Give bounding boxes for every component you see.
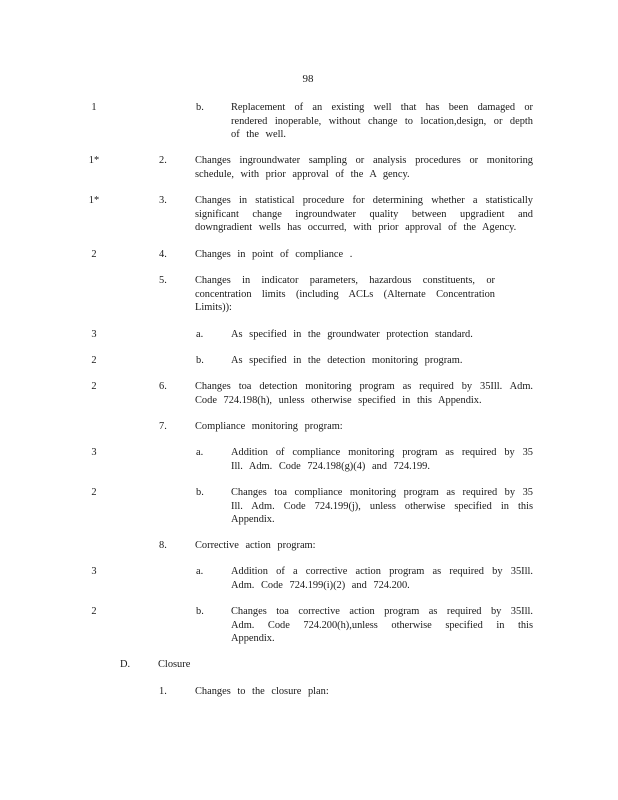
class-label: 3 [91, 447, 97, 458]
item-marker: 1. [159, 686, 167, 697]
item-marker: 3. [159, 195, 167, 206]
section-title: Closure [158, 659, 191, 670]
item-text: Changes ingroundwater sampling or analysis procedures or monitoring schedule, with prior approval of the A gency. [195, 155, 533, 180]
class-label: 3 [91, 566, 97, 577]
item-marker: a. [196, 566, 204, 577]
item-marker: 6. [159, 381, 167, 392]
item-marker: b. [196, 102, 204, 113]
item-marker: a. [196, 329, 204, 340]
item-text: As specified in the detection monitoring program. [231, 355, 463, 366]
section-marker: D. [120, 659, 131, 670]
item-text: Changes toa corrective action program as required by 35Ill. Adm. Code 724.200(h),unless otherwise specified in this Appendix. [231, 606, 533, 645]
class-label: 2 [91, 381, 97, 392]
item-marker: a. [196, 447, 204, 458]
item-text: Compliance monitoring program: [195, 421, 343, 432]
item-text: Changes in indicator parameters, hazardous constituents, or concentration limits (including ACLs (Alternate Concentration Limits)): [195, 275, 495, 314]
item-text: Addition of compliance monitoring program as required by 35 Ill. Adm. Code 724.198(g)(4) and 724.199. [231, 447, 533, 472]
class-label: 2 [91, 249, 97, 260]
item-marker: b. [196, 606, 204, 617]
class-label: 1* [88, 195, 100, 206]
item-text: Addition of a corrective action program as required by 35Ill. Adm. Code 724.199(i)(2) and 724.200. [231, 566, 533, 591]
item-marker: 7. [159, 421, 167, 432]
item-text: Changes toa detection monitoring program as required by 35Ill. Adm. Code 724.198(h), unless otherwise specified in this Appendix. [195, 381, 533, 406]
item-marker: b. [196, 487, 204, 498]
item-text: As specified in the groundwater protection standard. [231, 329, 473, 340]
item-text: Changes in point of compliance . [195, 249, 353, 260]
item-marker: 5. [159, 275, 167, 286]
class-label: 1 [91, 102, 97, 113]
item-text: Changes to the closure plan: [195, 686, 329, 697]
class-label: 2 [91, 355, 97, 366]
page-number: 98 [302, 73, 314, 85]
item-text: Corrective action program: [195, 540, 316, 551]
item-text: Changes in statistical procedure for determining whether a statistically significant change ingroundwater quality between upgradient and downgradient wells has occurred, with prior approval of the Agency. [195, 195, 533, 234]
item-text: Replacement of an existing well that has been damaged or rendered inoperable, without change to location,design, or depth of the well. [231, 102, 533, 141]
item-marker: 2. [159, 155, 167, 166]
class-label: 3 [91, 329, 97, 340]
item-marker: b. [196, 355, 204, 366]
item-text: Changes toa compliance monitoring program as required by 35 Ill. Adm. Code 724.199(j), unless otherwise specified in this Appendix. [231, 487, 533, 526]
class-label: 1* [88, 155, 100, 166]
class-label: 2 [91, 606, 97, 617]
class-label: 2 [91, 487, 97, 498]
item-marker: 8. [159, 540, 167, 551]
item-marker: 4. [159, 249, 167, 260]
